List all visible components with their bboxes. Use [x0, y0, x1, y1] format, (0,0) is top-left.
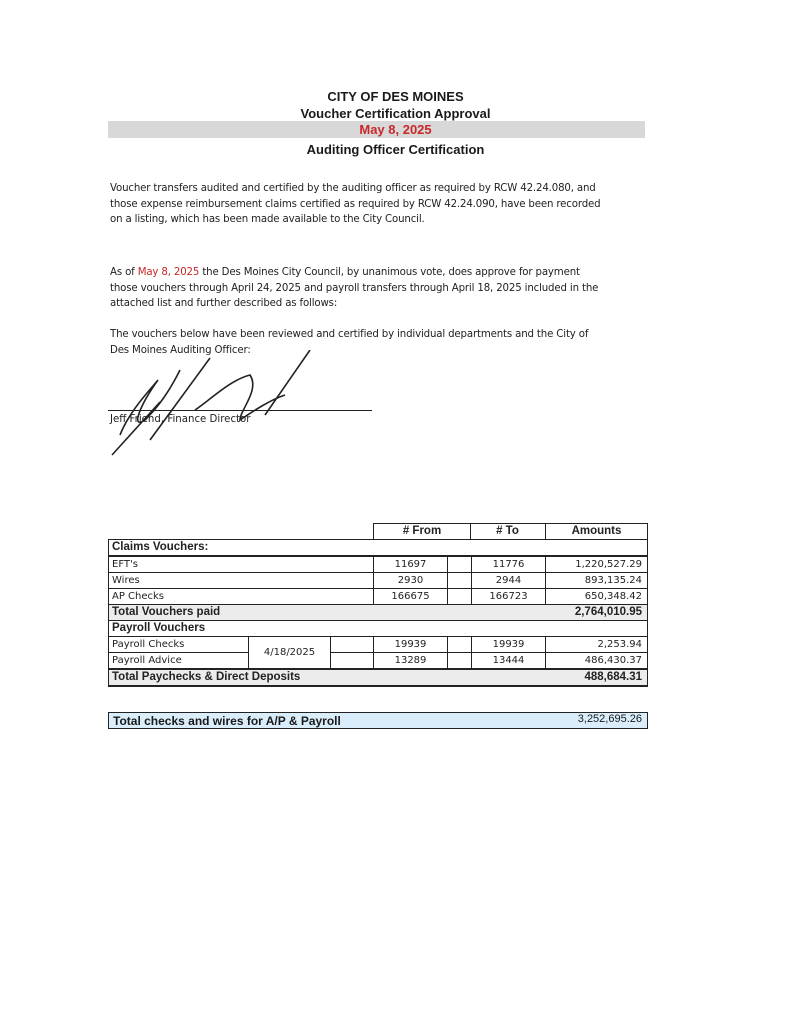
paragraph-certification: Voucher transfers audited and certified by the auditing officer as required by RCW 42.24.080, and those expense reimbursement claims certified as required by RCW 42.24.090, have been recorded on a listing, which has been made available to the City Council. [110, 183, 601, 226]
row-label: AP Checks [108, 588, 374, 605]
row-to: 166723 [471, 588, 546, 605]
total-paychecks-value: 488,684.31 [584, 671, 642, 683]
row-blank [330, 652, 374, 669]
row-to: 2944 [471, 572, 546, 589]
signature-line [108, 410, 372, 411]
total-vouchers-row [108, 604, 648, 621]
paragraph-review: The vouchers below have been reviewed and certified by individual departments and the City of Des Moines Auditing Officer: [110, 329, 589, 356]
org-title: CITY OF DES MOINES [327, 89, 464, 104]
row-amount: 2,253.94 [545, 636, 648, 653]
row-to: 13444 [471, 652, 546, 669]
row-amount: 486,430.37 [545, 652, 648, 669]
grand-total-label: Total checks and wires for A/P & Payroll [113, 714, 341, 728]
header-to: # To [470, 523, 546, 540]
doc-title: Voucher Certification Approval [300, 106, 491, 121]
grand-total-row [108, 712, 648, 729]
approval-date: May 8, 2025 [359, 122, 432, 137]
total-paychecks-label: Total Paychecks & Direct Deposits [112, 671, 301, 683]
row-amount: 650,348.42 [545, 588, 648, 605]
row-from: 13289 [373, 652, 448, 669]
row-label: Payroll Advice [108, 652, 249, 669]
row-from: 11697 [373, 556, 448, 573]
row-amount: 893,135.24 [545, 572, 648, 589]
total-paychecks-row [108, 668, 648, 687]
row-from: 19939 [373, 636, 448, 653]
approval-prefix: As of [110, 267, 138, 278]
section-payroll-vouchers: Payroll Vouchers [108, 620, 648, 637]
doc-subtitle: Auditing Officer Certification [306, 142, 485, 157]
row-label: Wires [108, 572, 374, 589]
row-blank [447, 556, 472, 573]
header-from: # From [373, 523, 471, 540]
signer-name-title: Jeff Friend, Finance Director [110, 414, 251, 425]
row-to: 19939 [471, 636, 546, 653]
row-blank [447, 572, 472, 589]
row-label: Payroll Checks [108, 636, 249, 653]
payroll-date: 4/18/2025 [248, 636, 331, 669]
row-from: 2930 [373, 572, 448, 589]
row-blank [447, 588, 472, 605]
section-claims-vouchers: Claims Vouchers: [108, 539, 648, 556]
row-blank [447, 636, 472, 653]
total-vouchers-label: Total Vouchers paid [112, 606, 221, 618]
row-label: EFT's [108, 556, 374, 573]
handwritten-signature [100, 350, 340, 460]
row-blank [330, 636, 374, 653]
row-from: 166675 [373, 588, 448, 605]
paragraph-approval [110, 265, 610, 312]
approval-text: the Des Moines City Council, by unanimous vote, does approve for payment those vouchers through April 24, 2025 and payroll transfers through April 18, 2025 included in the attached list and further described as follows: [110, 267, 599, 310]
row-to: 11776 [471, 556, 546, 573]
row-blank [447, 652, 472, 669]
total-vouchers-value: 2,764,010.95 [574, 606, 642, 618]
approval-date-inline: May 8, 2025 [137, 267, 200, 278]
grand-total-value: 3,252,695.26 [577, 713, 642, 725]
row-amount: 1,220,527.29 [545, 556, 648, 573]
header-amounts: Amounts [545, 523, 648, 540]
